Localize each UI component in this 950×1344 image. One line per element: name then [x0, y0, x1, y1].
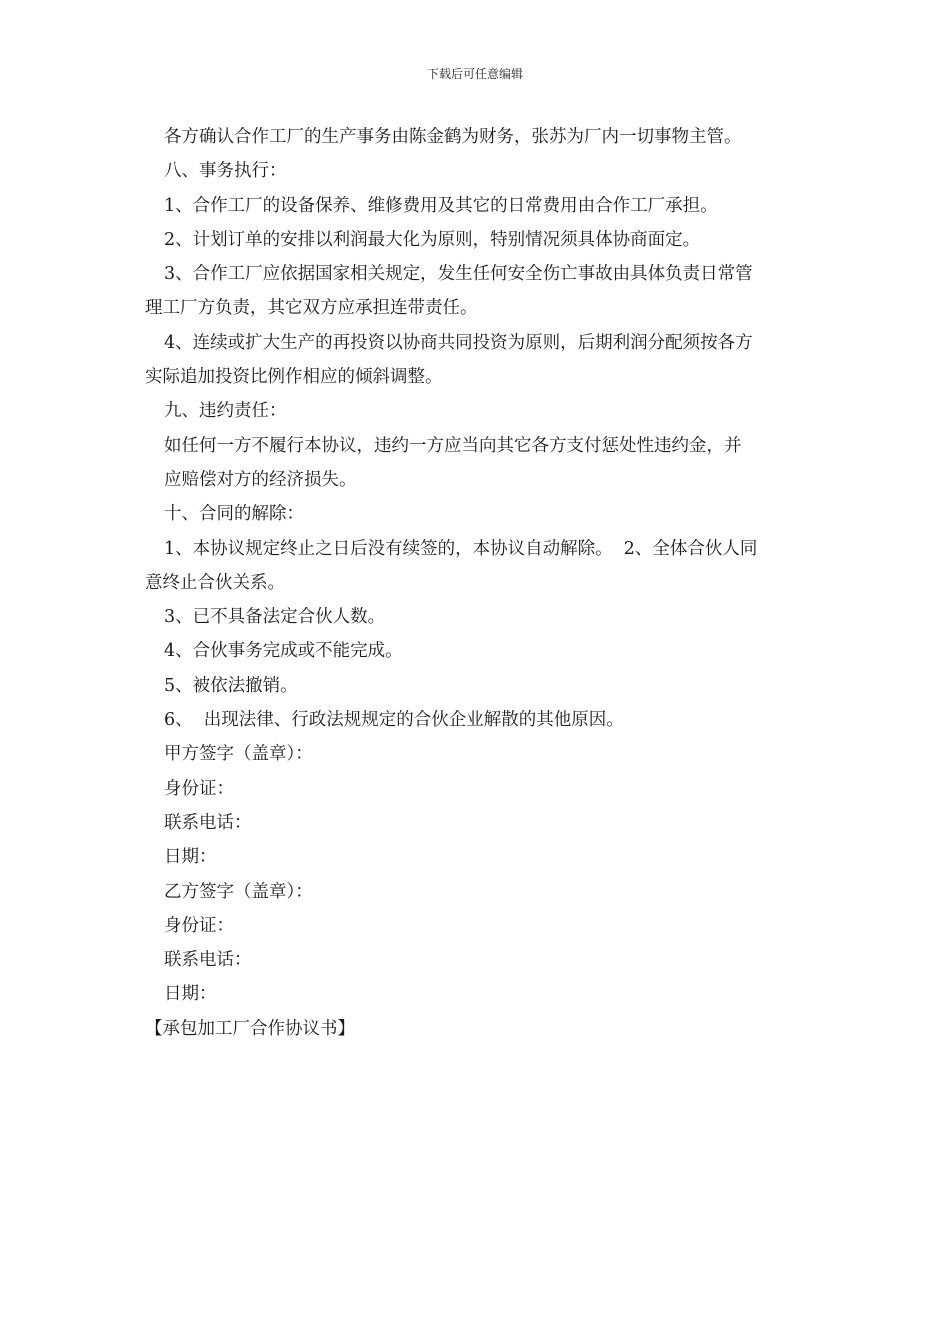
paragraph-line: 如任何一方不履行本协议，违约一方应当向其它各方支付惩处性违约金，并	[164, 435, 742, 456]
party-b-date-label: 日期：	[164, 984, 217, 1005]
paragraph-line: 4、连续或扩大生产的再投资以协商共同投资为原则，后期利润分配须按各方	[164, 332, 753, 353]
section-heading-8: 八、事务执行：	[164, 161, 287, 182]
section-heading-9: 九、违约责任：	[164, 401, 287, 422]
paragraph-line: 意终止合伙关系。	[145, 572, 285, 593]
party-a-phone-label: 联系电话：	[164, 812, 252, 833]
paragraph-line: 理工厂方负责，其它双方应承担连带责任。	[145, 298, 478, 319]
page-header: 下载后可任意编辑	[426, 67, 523, 81]
paragraph-line: 应赔偿对方的经济损失。	[164, 469, 357, 490]
party-a-signature-label: 甲方签字（盖章）：	[164, 744, 313, 765]
party-b-phone-label: 联系电话：	[164, 950, 252, 971]
party-b-signature-label: 乙方签字（盖章）：	[164, 881, 313, 902]
paragraph-line: 3、已不具备法定合伙人数。	[164, 607, 386, 628]
paragraph-line: 5、被依法撤销。	[164, 675, 298, 696]
paragraph-line: 3、合作工厂应依据国家相关规定，发生任何安全伤亡事故由具体负责日常管	[164, 264, 753, 285]
party-a-date-label: 日期：	[164, 847, 217, 868]
document-title-bracketed: 【承包加工厂合作协议书】	[145, 1018, 355, 1039]
section-heading-10: 十、合同的解除：	[164, 504, 304, 525]
party-a-id-label: 身份证：	[164, 778, 234, 799]
document-body	[145, 120, 815, 1046]
paragraph-line: 1、本协议规定终止之日后没有续签的，本协议自动解除。 2、全体合伙人同	[164, 538, 758, 559]
paragraph-line: 各方确认合作工厂的生产事务由陈金鹤为财务，张苏为厂内一切事物主管。	[164, 127, 742, 147]
paragraph-line: 6、 出现法律、行政法规规定的合伙企业解散的其他原因。	[164, 710, 624, 731]
paragraph-line: 4、合伙事务完成或不能完成。	[164, 641, 403, 662]
paragraph-line: 1、合作工厂的设备保养、维修费用及其它的日常费用由合作工厂承担。	[164, 195, 718, 216]
paragraph-line: 实际追加投资比例作相应的倾斜调整。	[145, 367, 443, 388]
paragraph-line: 2、计划订单的安排以利润最大化为原则，特别情况须具体协商面定。	[164, 229, 701, 250]
party-b-id-label: 身份证：	[164, 915, 234, 936]
